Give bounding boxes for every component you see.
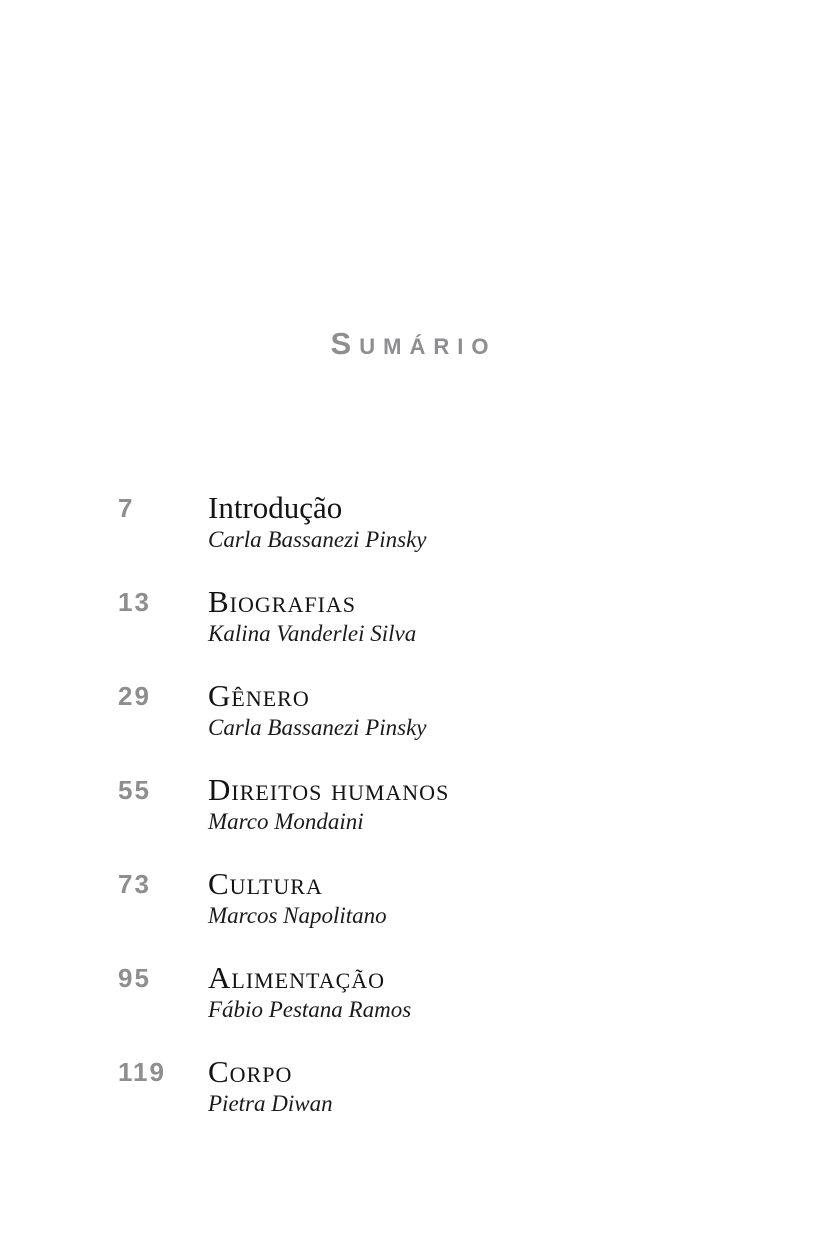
toc-entry-body (208, 678, 718, 742)
toc-entry-body (208, 584, 718, 648)
toc-chapter-author: Marcos Napolitano (208, 903, 387, 928)
toc-entry-body (208, 772, 718, 836)
toc-chapter-author: Fábio Pestana Ramos (208, 997, 412, 1022)
toc-entry-body (208, 490, 718, 554)
toc-entry-body (208, 866, 718, 930)
toc-entry (118, 490, 718, 554)
toc-page-number: 73 (118, 869, 151, 899)
toc-entry (118, 960, 718, 1024)
toc-chapter-author: Marco Mondaini (208, 809, 364, 834)
toc-page-number: 13 (118, 587, 151, 617)
toc-page-number: 95 (118, 963, 151, 993)
toc-chapter-title: Direitos humanos (208, 772, 450, 807)
toc-entry (118, 678, 718, 742)
toc-page-number: 7 (118, 493, 135, 523)
toc-chapter-author: Carla Bassanezi Pinsky (208, 715, 427, 740)
toc-entry-body (208, 1054, 718, 1118)
toc-entry (118, 772, 718, 836)
toc-entry (118, 1054, 718, 1118)
toc-entry-body (208, 960, 718, 1024)
toc-chapter-author: Pietra Diwan (208, 1091, 333, 1116)
table-of-contents (118, 490, 718, 1148)
toc-page-number: 119 (118, 1057, 166, 1087)
toc-chapter-author: Kalina Vanderlei Silva (208, 621, 417, 646)
toc-page-number: 29 (118, 681, 151, 711)
toc-chapter-title: Biografias (208, 584, 357, 619)
toc-entry (118, 584, 718, 648)
toc-chapter-title: Gênero (208, 678, 310, 713)
toc-chapter-title: Introdução (208, 490, 343, 525)
toc-chapter-author: Carla Bassanezi Pinsky (208, 527, 427, 552)
toc-entry (118, 866, 718, 930)
toc-chapter-title: Corpo (208, 1054, 293, 1089)
toc-chapter-title: Cultura (208, 866, 323, 901)
page-title: Sumário (330, 326, 497, 361)
toc-page-number: 55 (118, 775, 151, 805)
toc-chapter-title: Alimentação (208, 960, 386, 995)
